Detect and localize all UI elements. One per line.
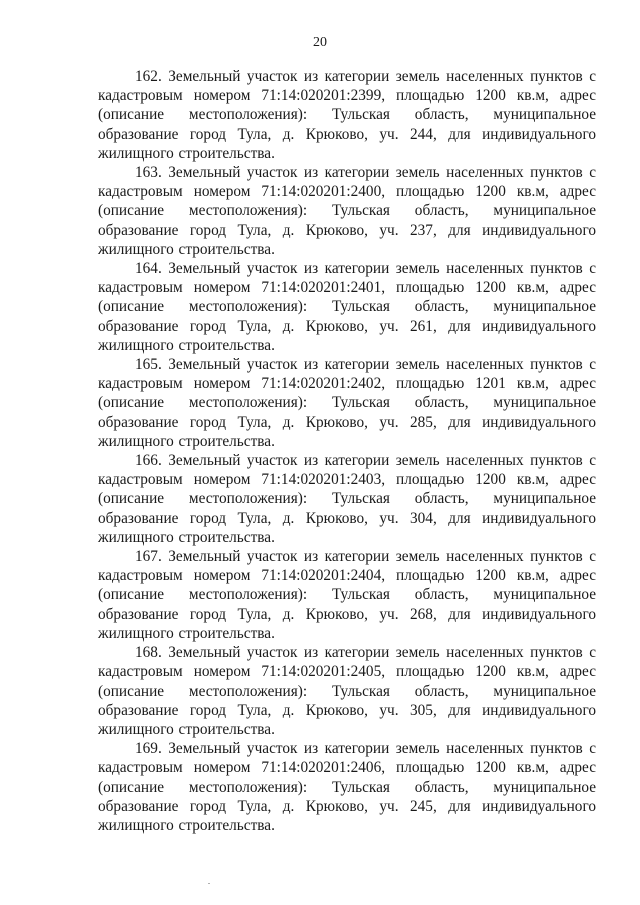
scan-speck [208,883,210,884]
list-item: 164. Земельный участок из категории земель населенных пунктов с кадастровым номером 71:14:020201:2401, площадью 1200 кв.м, адрес (описание местоположения): Тульская область, муниципальное образование город Тула, д. Крюково, уч. 261, для индивидуального жилищного строительства. [98,260,596,354]
list-item: 168. Земельный участок из категории земель населенных пунктов с кадастровым номером 71:14:020201:2405, площадью 1200 кв.м, адрес (описание местоположения): Тульская область, муниципальное образование город Тула, д. Крюково, уч. 305, для индивидуального жилищного строительства. [98,644,596,738]
list-item: 163. Земельный участок из категории земель населенных пунктов с кадастровым номером 71:14:020201:2400, площадью 1200 кв.м, адрес (описание местоположения): Тульская область, муниципальное образование город Тула, д. Крюково, уч. 237, для индивидуального жилищного строительства. [98,164,596,258]
list-item: 165. Земельный участок из категории земель населенных пунктов с кадастровым номером 71:14:020201:2402, площадью 1201 кв.м, адрес (описание местоположения): Тульская область, муниципальное образование город Тула, д. Крюково, уч. 285, для индивидуального жилищного строительства. [98,356,596,450]
list-item: 162. Земельный участок из категории земель населенных пунктов с кадастровым номером 71:14:020201:2399, площадью 1200 кв.м, адрес (описание местоположения): Тульская область, муниципальное образование город Тула, д. Крюково, уч. 244, для индивидуального жилищного строительства. [98,68,596,162]
list-item: 169. Земельный участок из категории земель населенных пунктов с кадастровым номером 71:14:020201:2406, площадью 1200 кв.м, адрес (описание местоположения): Тульская область, муниципальное образование город Тула, д. Крюково, уч. 245, для индивидуального жилищного строительства. [98,740,596,834]
document-body [98,67,596,835]
list-item: 166. Земельный участок из категории земель населенных пунктов с кадастровым номером 71:14:020201:2403, площадью 1200 кв.м, адрес (описание местоположения): Тульская область, муниципальное образование город Тула, д. Крюково, уч. 304, для индивидуального жилищного строительства. [98,452,596,546]
list-item: 167. Земельный участок из категории земель населенных пунктов с кадастровым номером 71:14:020201:2404, площадью 1200 кв.м, адрес (описание местоположения): Тульская область, муниципальное образование город Тула, д. Крюково, уч. 268, для индивидуального жилищного строительства. [98,548,596,642]
page-number: 20 [313,35,327,50]
